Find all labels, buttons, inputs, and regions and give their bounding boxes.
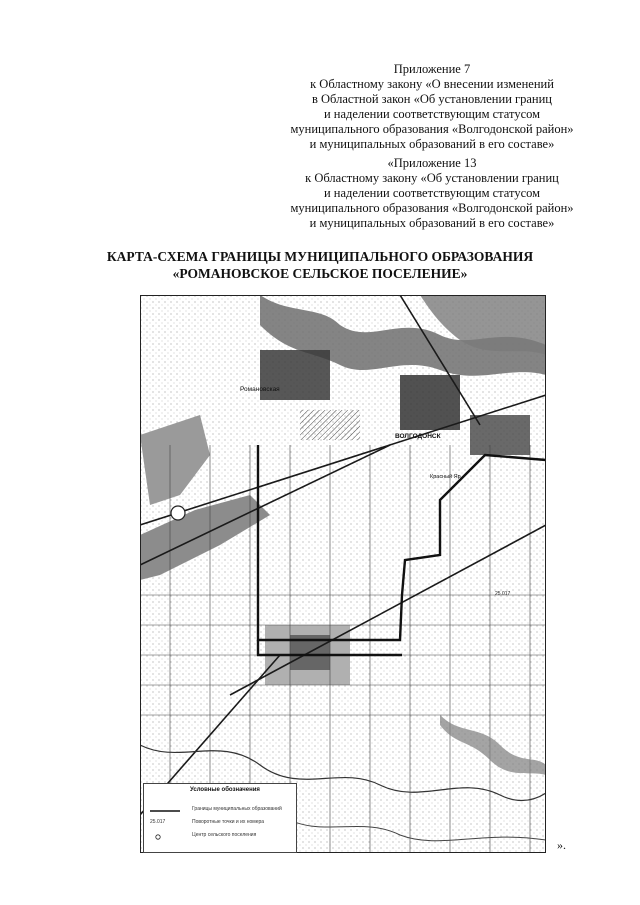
sub-appendix-number: «Приложение 13	[387, 156, 477, 170]
map-canvas	[140, 295, 546, 853]
terrain-texture	[140, 295, 546, 853]
point-marker-icon: 25.017	[150, 819, 166, 825]
appendix-line: в Областной закон «Об установлении границ	[311, 92, 552, 106]
legend-title: Условные обозначения	[190, 787, 260, 793]
boundary-map	[140, 295, 546, 853]
map-legend	[143, 783, 297, 853]
sub-appendix-line: муниципального образования «Волгодонской район»	[290, 201, 574, 215]
appendix-line: и наделении соответствующим статусом	[323, 107, 541, 121]
center-marker	[171, 506, 185, 520]
appendix-line: и муниципальных образований в его составе»	[309, 137, 555, 151]
appendix-header	[272, 62, 592, 152]
appendix-line: муниципального образования «Волгодонской район»	[290, 122, 574, 136]
sub-appendix-line: к Областному закону «Об установлении границ	[305, 171, 559, 185]
city-area	[470, 415, 530, 455]
map-title-line: КАРТА-СХЕМА ГРАНИЦЫ МУНИЦИПАЛЬНОГО ОБРАЗОВАНИЯ	[106, 249, 534, 264]
place-label: Романовская	[240, 386, 280, 393]
sub-appendix-line: и муниципальных образований в его составе»	[309, 216, 555, 230]
place-label: ВОЛГОДОНСК	[395, 433, 441, 440]
map-title	[0, 248, 640, 282]
legend-item	[148, 819, 294, 829]
boundary-line-icon	[150, 808, 180, 814]
city-area	[400, 375, 460, 430]
place-label: Красный Яр	[430, 474, 461, 480]
sub-appendix-header	[272, 156, 592, 231]
sub-appendix-line: и наделении соответствующим статусом	[323, 186, 541, 200]
legend-label: Поворотные точки и их номера	[192, 819, 265, 825]
center-marker-icon	[150, 834, 180, 840]
legend-label: Границы муниципальных образований	[192, 806, 282, 812]
legend-item	[148, 806, 294, 816]
appendix-number: Приложение 7	[393, 62, 471, 76]
map-title-line: «РОМАНОВСКОЕ СЕЛЬСКОЕ ПОСЕЛЕНИЕ»	[172, 266, 468, 281]
appendix-line: к Областному закону «О внесении изменений	[310, 77, 554, 91]
point-label: 25.017	[495, 591, 511, 597]
legend-label: Центр сельского поселения	[192, 832, 257, 838]
legend-item	[148, 832, 294, 842]
closing-quote: ».	[557, 838, 566, 852]
industrial-area	[300, 410, 360, 440]
